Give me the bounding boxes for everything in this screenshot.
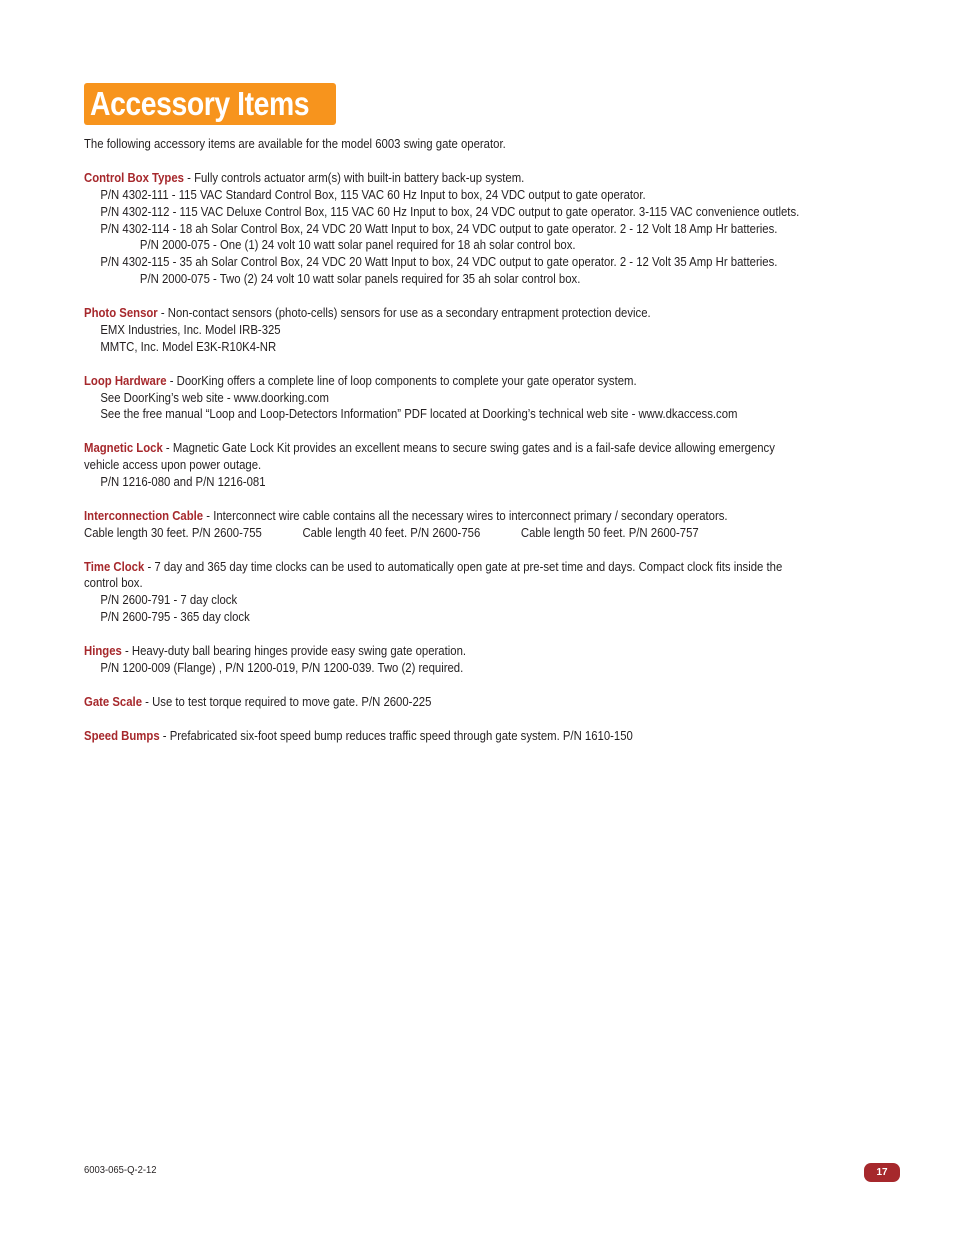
section-description: - Interconnect wire cable contains all the necessary wires to interconnect primary / secondary operators. <box>203 507 728 523</box>
magnetic-lock-section <box>84 440 775 457</box>
intro-text: The following accessory items are available for the model 6003 swing gate operator. <box>84 136 506 151</box>
time-clock-section <box>84 558 783 576</box>
cable-option: Cable length 30 feet. P/N 2600-755 <box>84 524 262 540</box>
list-subitem: P/N 2000-075 - One (1) 24 volt 10 watt solar panel required for 18 ah solar control box. <box>139 237 576 253</box>
cable-option: Cable length 40 feet. P/N 2600-756 <box>302 524 481 540</box>
loop-hardware-section <box>84 373 772 390</box>
list-item: P/N 2600-795 - 365 day clock <box>100 609 250 625</box>
section-description-continued: control box. <box>84 575 143 591</box>
section-description: - Magnetic Gate Lock Kit provides an excellent means to secure swing gates and is a fail-safe device allowing emergency <box>162 440 775 456</box>
section-heading: Photo Sensor <box>84 305 158 321</box>
section-description: - Prefabricated six-foot speed bump reduces traffic speed through gate system. P/N 1610-150 <box>159 727 633 743</box>
list-item: P/N 1200-009 (Flange) , P/N 1200-019, P/N 1200-039. Two (2) required. <box>100 659 464 675</box>
list-item: P/N 4302-114 - 18 ah Solar Control Box, 24 VDC 20 Watt Input to box, 24 VDC output to gate operator. 2 - 12 Volt 18 Amp Hr batteries. <box>100 220 778 236</box>
section-heading: Control Box Types <box>84 169 184 185</box>
section-description: - Use to test torque required to move gate. P/N 2600-225 <box>142 693 432 709</box>
cable-options <box>84 525 772 542</box>
speed-bumps-section <box>84 728 772 745</box>
content <box>84 136 884 744</box>
section-description: - Heavy-duty ball bearing hinges provide easy swing gate operation. <box>121 643 467 659</box>
section-heading: Hinges <box>84 643 122 659</box>
section-heading: Magnetic Lock <box>84 440 163 456</box>
document-code: 6003-065-Q-2-12 <box>84 1164 157 1176</box>
list-item: See the free manual “Loop and Loop-Detectors Information” PDF located at Doorking’s technical web site - www.dkaccess.com <box>100 406 738 422</box>
list-item: EMX Industries, Inc. Model IRB-325 <box>100 321 281 337</box>
list-item: See DoorKing’s web site - www.doorking.com <box>100 389 329 405</box>
list-subitem: P/N 2000-075 - Two (2) 24 volt 10 watt solar panels required for 35 ah solar control box. <box>139 271 581 287</box>
section-heading: Speed Bumps <box>84 727 160 743</box>
section-description: - Fully controls actuator arm(s) with built-in battery back-up system. <box>183 169 525 185</box>
section-heading: Gate Scale <box>84 693 143 709</box>
interconnection-cable-section <box>84 508 772 525</box>
section-description: - DoorKing offers a complete line of loop components to complete your gate operator system. <box>166 372 637 388</box>
list-item: P/N 4302-111 - 115 VAC Standard Control Box, 115 VAC 60 Hz Input to box, 24 VDC output to gate operator. <box>100 186 646 202</box>
list-item: P/N 4302-115 - 35 ah Solar Control Box, 24 VDC 20 Watt Input to box, 24 VDC output to gate operator. 2 - 12 Volt 35 Amp Hr batteries. <box>100 254 778 270</box>
section-heading: Loop Hardware <box>84 372 167 388</box>
page-number-badge: 17 <box>864 1163 900 1182</box>
hinges-section <box>84 643 772 660</box>
control-box-section <box>84 170 772 187</box>
title-banner <box>84 83 336 125</box>
photo-sensor-section <box>84 305 772 322</box>
list-item: P/N 1216-080 and P/N 1216-081 <box>100 474 266 490</box>
section-description: - 7 day and 365 day time clocks can be used to automatically open gate at pre-set time and days. Compact clock fits inside the <box>144 558 783 574</box>
section-heading: Interconnection Cable <box>84 507 204 523</box>
section-heading: Time Clock <box>84 558 145 574</box>
cable-option: Cable length 50 feet. P/N 2600-757 <box>520 524 699 540</box>
section-description-continued: vehicle access upon power outage. <box>84 457 262 473</box>
section-description: - Non-contact sensors (photo-cells) sensors for use as a secondary entrapment protection device. <box>157 305 651 321</box>
page-title: Accessory Items <box>90 85 310 122</box>
list-item: P/N 4302-112 - 115 VAC Deluxe Control Box, 115 VAC 60 Hz Input to box, 24 VDC output to gate operator. 3-115 VAC convenience outlets. <box>100 203 800 219</box>
list-item: P/N 2600-791 - 7 day clock <box>100 592 238 608</box>
gate-scale-section <box>84 694 772 711</box>
list-item: MMTC, Inc. Model E3K-R10K4-NR <box>100 338 277 354</box>
